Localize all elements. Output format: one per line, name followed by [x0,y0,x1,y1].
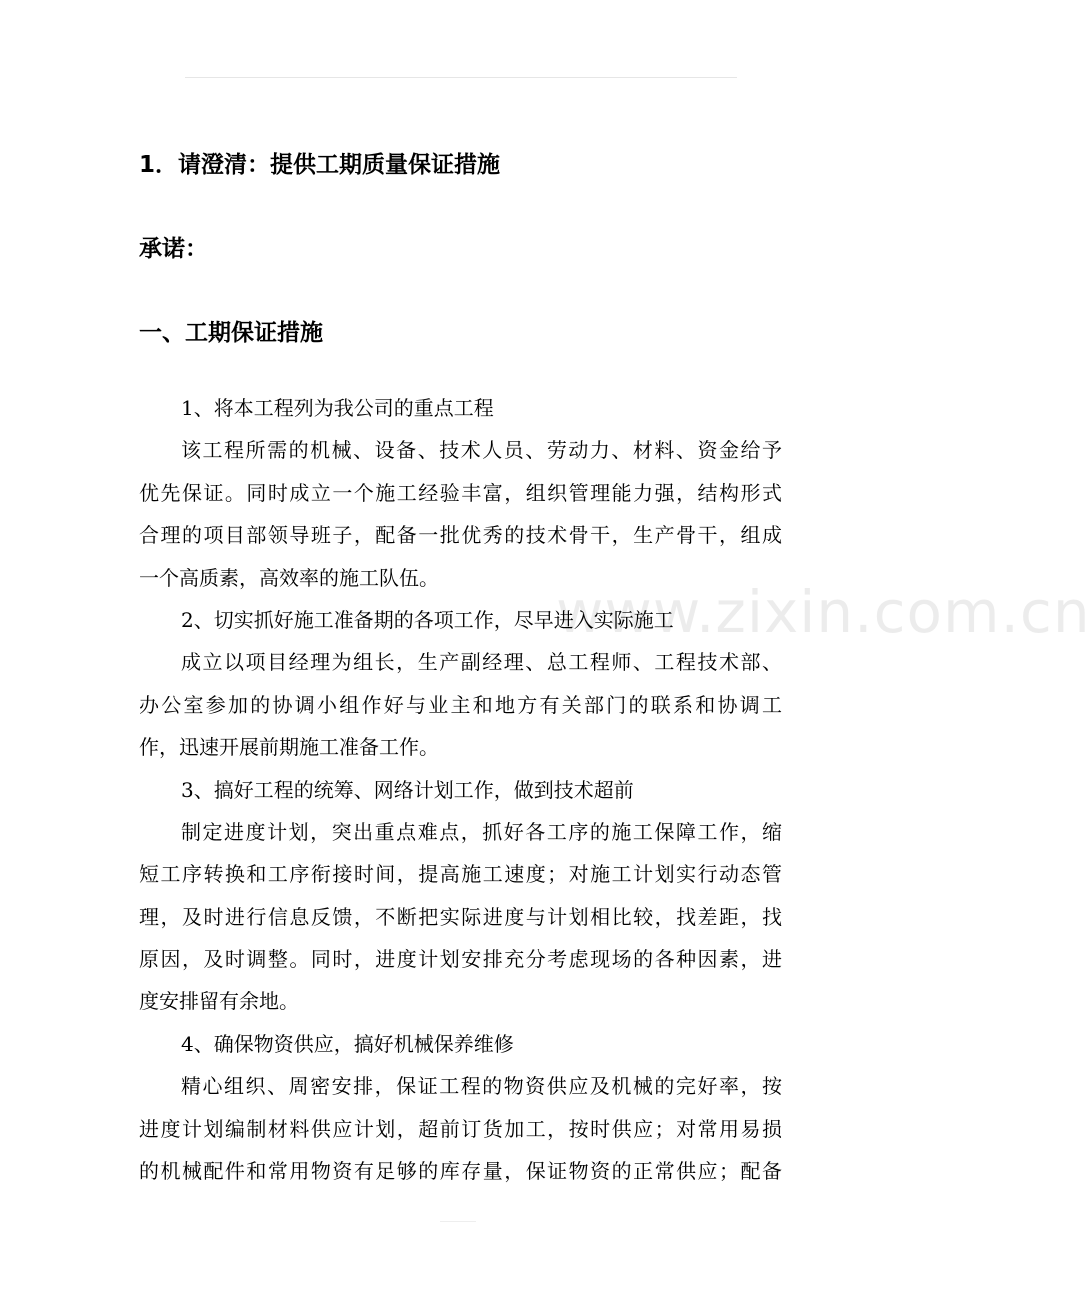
paragraph-line: 优先保证。同时成立一个施工经验丰富，组织管理能力强，结构形式 [139,480,782,505]
paragraph-line: 短工序转换和工序衔接时间，提高施工速度；对施工计划实行动态管 [139,862,782,887]
page-footer-mark [440,1221,476,1222]
paragraph-line: 理，及时进行信息反馈，不断把实际进度与计划相比较，找差距，找 [139,904,782,929]
paragraph-line: 的机械配件和常用物资有足够的库存量，保证物资的正常供应；配备 [139,1159,782,1184]
paragraph-line: 精心组织、周密安排，保证工程的物资供应及机械的完好率，按 [181,1074,782,1099]
site-watermark: www.zixin.com.cn [556,578,1091,646]
paragraph-line: 该工程所需的机械、设备、技术人员、劳动力、材料、资金给予 [181,438,782,463]
paragraph-line: 办公室参加的协调小组作好与业主和地方有关部门的联系和协调工 [139,692,782,717]
paragraph-line: 度安排留有余地。 [139,989,299,1014]
clarification-title: 1．请澄清：提供工期质量保证措施 [139,152,501,178]
list-item-heading-4: 4、确保物资供应，搞好机械保养维修 [181,1031,514,1056]
paragraph-line: 合理的项目部领导班子，配备一批优秀的技术骨干，生产骨干，组成 [139,523,782,548]
paragraph-line: 制定进度计划，突出重点难点，抓好各工序的施工保障工作，缩 [181,819,782,844]
paragraph-line: 原因，及时调整。同时，进度计划安排充分考虑现场的各种因素，进 [139,947,782,972]
promise-label: 承诺： [139,236,208,262]
section-title: 一、工期保证措施 [139,320,323,346]
list-item-heading-2: 2、切实抓好施工准备期的各项工作，尽早进入实际施工 [181,607,674,632]
list-item-heading-1: 1、将本工程列为我公司的重点工程 [181,396,494,420]
list-item-heading-3: 3、搞好工程的统筹、网络计划工作，做到技术超前 [181,777,634,802]
paragraph-line: 成立以项目经理为组长，生产副经理、总工程师、工程技术部、 [181,650,782,675]
paragraph-line: 进度计划编制材料供应计划，超前订货加工，按时供应；对常用易损 [139,1116,782,1141]
paragraph-line: 一个高质素，高效率的施工队伍。 [139,565,439,590]
paragraph-line: 作，迅速开展前期施工准备工作。 [139,735,439,760]
page-header-rule [185,77,737,78]
paragraph-block [139,387,782,1192]
